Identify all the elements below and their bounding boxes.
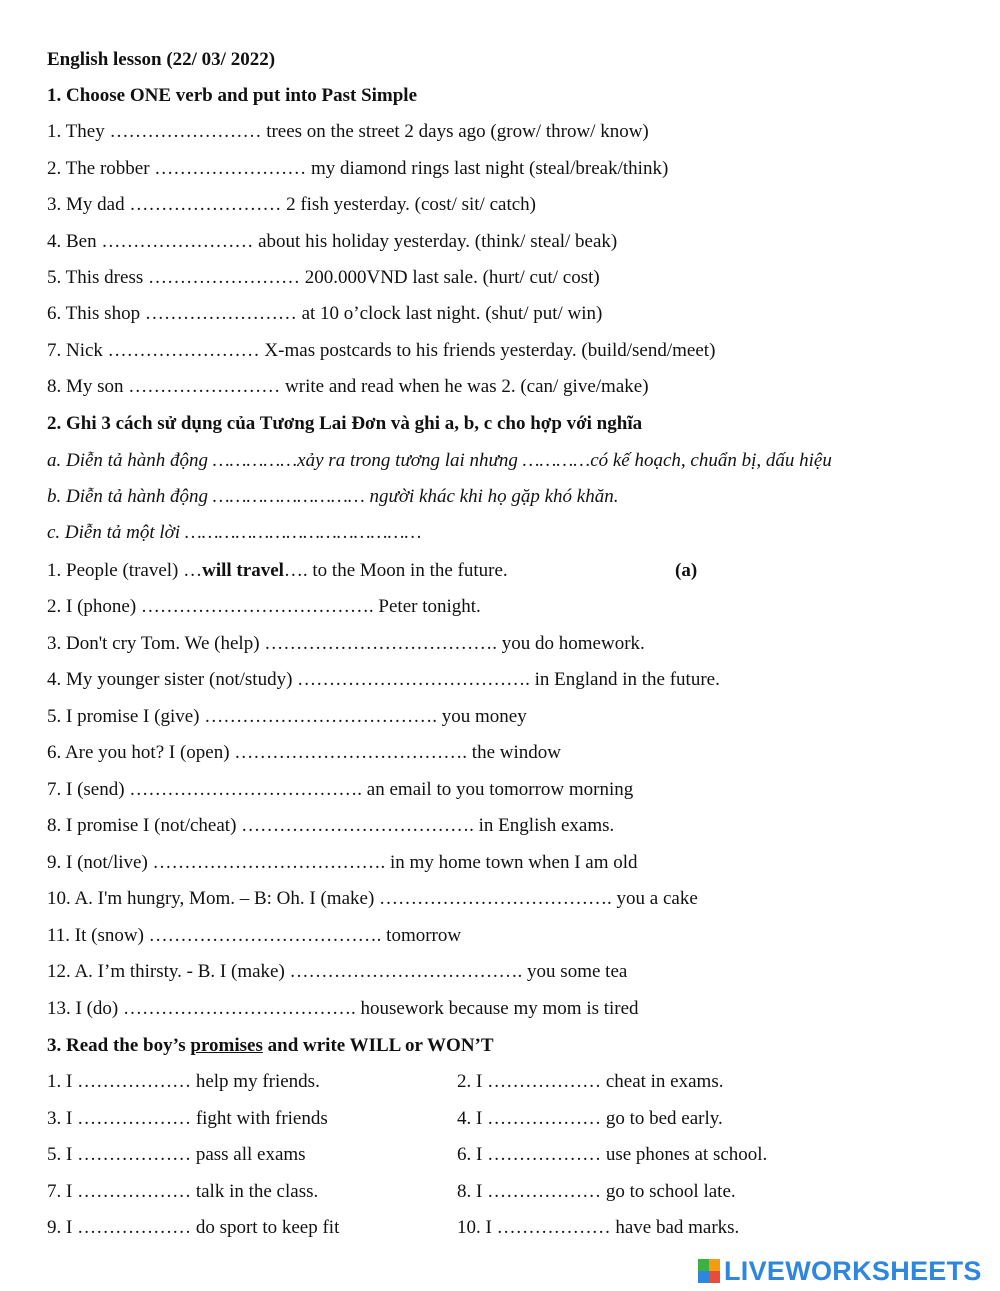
section2-item: 10. A. I'm hungry, Mom. – B: Oh. I (make) ………………………………. you a cake <box>47 888 698 909</box>
section2-item: 9. I (not/live) ………………………………. in my home town when I am old <box>47 852 638 873</box>
promise-item: 2. I ……………… cheat in exams. <box>457 1071 724 1092</box>
liveworksheets-logo-text: LIVEWORKSHEETS <box>724 1255 982 1286</box>
promise-item: 10. I ……………… have bad marks. <box>457 1217 740 1238</box>
section1-heading: 1. Choose ONE verb and put into Past Simple <box>47 85 418 106</box>
section2-use-b: b. Diễn tả hành động ……………………… người khác khi họ gặp khó khăn. <box>47 486 619 507</box>
section1-item: 3. My dad …………………… 2 fish yesterday. (cost/ sit/ catch) <box>47 194 536 215</box>
section2-item: 11. It (snow) ………………………………. tomorrow <box>47 925 462 946</box>
page-title: English lesson (22/ 03/ 2022) <box>47 49 276 70</box>
section2-heading: 2. Ghi 3 cách sử dụng của Tương Lai Đơn và ghi a, b, c cho hợp với nghĩa <box>47 413 643 434</box>
section3-heading-after: and write WILL or WON’T <box>262 1035 494 1056</box>
promise-item: 9. I ……………… do sport to keep fit <box>47 1217 340 1238</box>
section1-item: 8. My son …………………… write and read when he was 2. (can/ give/make) <box>47 376 649 397</box>
example-after: …. to the Moon in the future. <box>283 560 508 581</box>
example-before: 1. People (travel) … <box>47 560 203 581</box>
section2-example <box>47 560 947 582</box>
section1-item: 2. The robber …………………… my diamond rings last night (steal/break/think) <box>47 158 669 179</box>
section3-heading-underlined: promises <box>190 1035 263 1056</box>
section1-item: 7. Nick …………………… X-mas postcards to his friends yesterday. (build/send/meet) <box>47 340 716 361</box>
section1-item: 5. This dress …………………… 200.000VND last sale. (hurt/ cut/ cost) <box>47 267 600 288</box>
section1-item: 4. Ben …………………… about his holiday yesterday. (think/ steal/ beak) <box>47 231 618 252</box>
promise-item: 7. I ……………… talk in the class. <box>47 1181 319 1202</box>
promise-item: 8. I ……………… go to school late. <box>457 1181 736 1202</box>
section2-item: 7. I (send) ………………………………. an email to you tomorrow morning <box>47 779 634 800</box>
section2-use-a: a. Diễn tả hành động ……………xảy ra trong tương lai nhưng …………có kế hoạch, chuẩn bị, dấu hiệu <box>47 450 832 471</box>
section3-heading-before: 3. Read the boy’s <box>47 1035 191 1056</box>
section2-item: 2. I (phone) ………………………………. Peter tonight. <box>47 596 481 617</box>
section2-item: 12. A. I’m thirsty. - B. I (make) ………………………………. you some tea <box>47 961 628 982</box>
liveworksheets-logo-icon <box>698 1259 720 1283</box>
example-tag: (a) <box>675 560 698 581</box>
promise-item: 3. I ……………… fight with friends <box>47 1108 328 1129</box>
section2-use-c: c. Diễn tả một lời …………………………………… <box>47 522 422 543</box>
promise-item: 5. I ……………… pass all exams <box>47 1144 306 1165</box>
section2-item: 6. Are you hot? I (open) ………………………………. the window <box>47 742 561 763</box>
section1-item: 1. They …………………… trees on the street 2 days ago (grow/ throw/ know) <box>47 121 649 142</box>
section2-item: 5. I promise I (give) ………………………………. you money <box>47 706 527 727</box>
example-answer: will travel <box>202 560 284 581</box>
section2-item: 3. Don't cry Tom. We (help) ………………………………. you do homework. <box>47 633 645 654</box>
promise-item: 4. I ……………… go to bed early. <box>457 1108 723 1129</box>
promise-item: 1. I ……………… help my friends. <box>47 1071 320 1092</box>
promise-item: 6. I ……………… use phones at school. <box>457 1144 768 1165</box>
liveworksheets-logo <box>698 1256 982 1286</box>
section2-item: 13. I (do) ………………………………. housework because my mom is tired <box>47 998 639 1019</box>
section3-heading <box>47 1035 494 1057</box>
section2-item: 8. I promise I (not/cheat) ………………………………. in English exams. <box>47 815 615 836</box>
section2-item: 4. My younger sister (not/study) ………………………………. in England in the future. <box>47 669 720 690</box>
section1-item: 6. This shop …………………… at 10 o’clock last night. (shut/ put/ win) <box>47 303 603 324</box>
